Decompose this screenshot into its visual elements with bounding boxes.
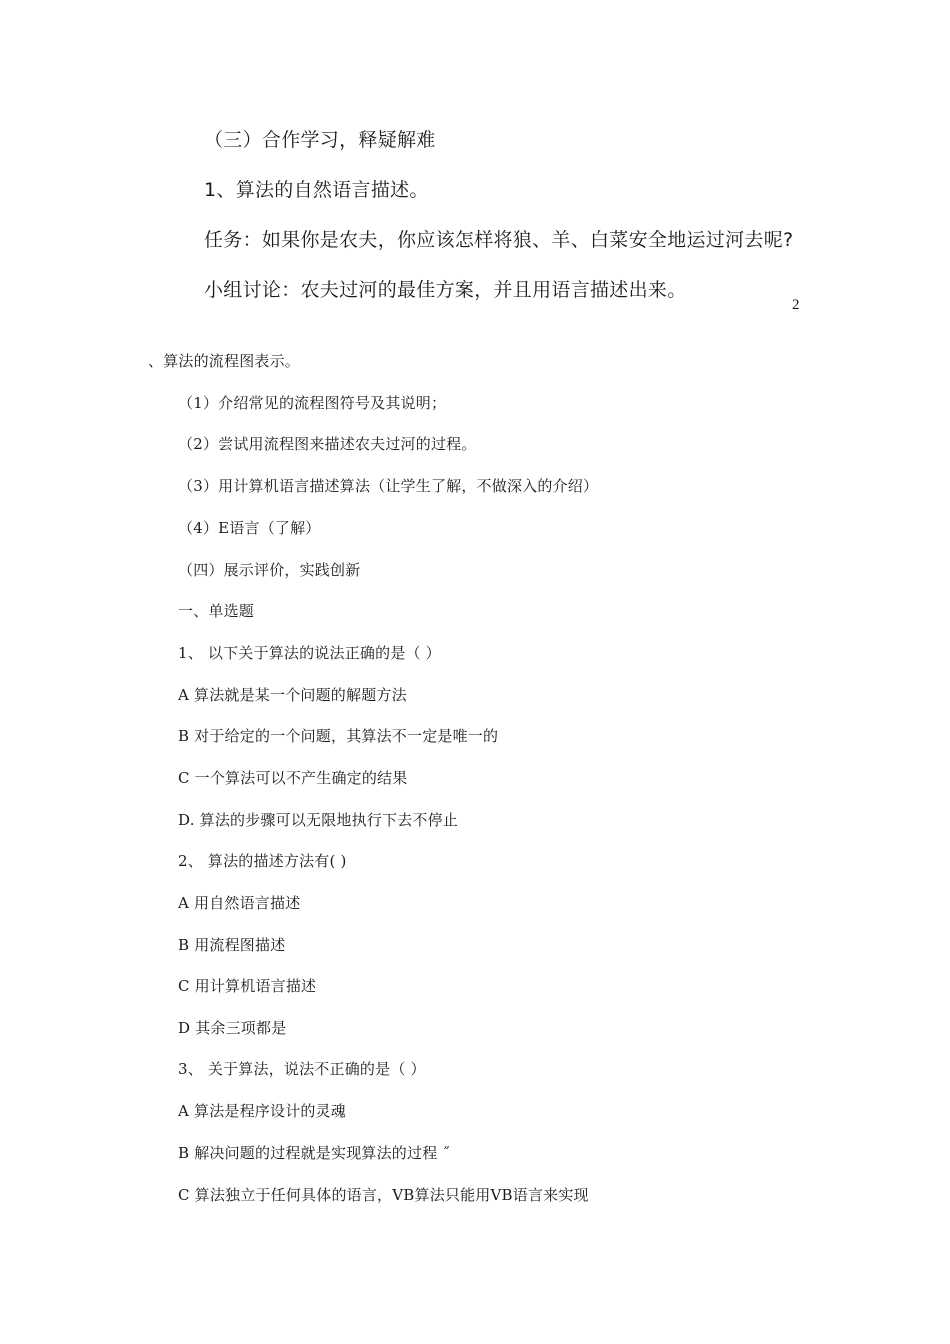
item-flowchart: 、算法的流程图表示。 xyxy=(148,352,301,370)
question-option: B 对于给定的一个问题，其算法不一定是唯一的 xyxy=(178,727,499,745)
question-option: B 解决问题的过程就是实现算法的过程 ˝ xyxy=(178,1144,451,1162)
item-natural-language: 1、算法的自然语言描述。 xyxy=(204,179,429,201)
question-option: A 用自然语言描述 xyxy=(178,894,301,912)
question-stem: 1、 以下关于算法的说法正确的是（ ） xyxy=(178,644,441,662)
question-option: C 用计算机语言描述 xyxy=(178,977,317,995)
task-text: 任务：如果你是农夫，你应该怎样将狼、羊、白菜安全地运过河去呢? xyxy=(204,229,794,251)
question-option: B 用流程图描述 xyxy=(178,936,286,954)
question-option: A 算法是程序设计的灵魂 xyxy=(178,1102,347,1120)
sub-item-2: （2）尝试用流程图来描述农夫过河的过程。 xyxy=(178,435,477,453)
sub-item-3: （3）用计算机语言描述算法（让学生了解，不做深入的介绍） xyxy=(178,477,599,495)
page-number: 2 xyxy=(792,297,800,313)
question-option: D 其余三项都是 xyxy=(178,1019,287,1037)
question-option: C 算法独立于任何具体的语言，VB算法只能用VB语言来实现 xyxy=(178,1186,589,1204)
sub-item-1: （1）介绍常见的流程图符号及其说明； xyxy=(178,394,447,412)
section-title: （三）合作学习，释疑解难 xyxy=(204,129,436,151)
question-option: A 算法就是某一个问题的解题方法 xyxy=(178,686,407,704)
question-stem: 3、 关于算法，说法不正确的是（ ） xyxy=(178,1060,426,1078)
sub-item-4: （4）E语言（了解） xyxy=(178,519,321,537)
question-option: C 一个算法可以不产生确定的结果 xyxy=(178,769,408,787)
discussion-text: 小组讨论：农夫过河的最佳方案，并且用语言描述出来。 xyxy=(204,279,687,301)
question-stem: 2、 算法的描述方法有( ) xyxy=(178,852,347,870)
question-option: D. 算法的步骤可以无限地执行下去不停止 xyxy=(178,811,459,829)
section-four-title: （四）展示评价，实践创新 xyxy=(178,561,361,579)
mcq-title: 一、单选题 xyxy=(178,602,255,620)
